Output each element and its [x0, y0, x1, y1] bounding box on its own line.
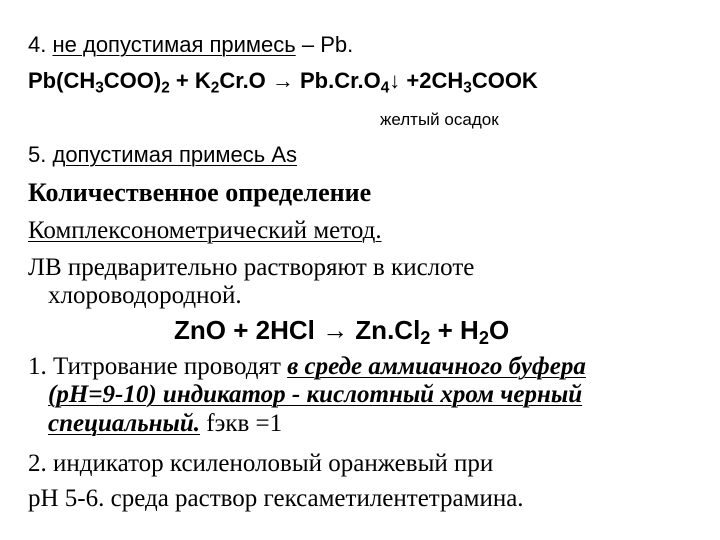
reaction-1-part: COO) — [103, 68, 162, 93]
reaction-1-part: Cr.O → Pb.Cr.O — [219, 68, 381, 93]
step-2-line-2: рН 5-6. среда раствор гексаметилентетрамина. — [28, 485, 524, 512]
reaction-1-part: COOK — [471, 68, 538, 93]
reaction-2-part: + H — [430, 315, 479, 345]
reaction-1-subscript: 3 — [463, 79, 472, 97]
method-title: Комплексонометрический метод. — [28, 217, 382, 244]
item-5-number: 5. — [28, 142, 47, 167]
item-4-number: 4. — [28, 32, 47, 57]
reaction-2-part: ZnO + 2HCl → Zn.Cl — [174, 315, 421, 345]
section-heading: Количественное определение — [28, 178, 372, 207]
item-5-underlined-text: допустимая примесь As — [52, 142, 298, 167]
reaction-2-subscript: 2 — [478, 328, 489, 349]
reaction-1-subscript: 2 — [161, 79, 170, 97]
reaction-1-subscript: 3 — [95, 79, 104, 97]
reaction-1-subscript: 4 — [380, 79, 390, 97]
dissolve-line-2: хлороводородной. — [48, 282, 242, 309]
step-1-lead: 1. Титрование проводят — [28, 353, 288, 380]
item-4-underlined-text: не допустимая примесь — [52, 32, 296, 57]
step-2-line-1: 2. индикатор ксиленоловый оранжевый при — [28, 450, 494, 477]
reaction-1-part: + K — [169, 68, 211, 93]
step-1-emphasis: в среде аммиачного буфера — [287, 353, 586, 380]
reaction-1-part: ↓ +2CH — [389, 68, 464, 93]
reaction-1-equation — [28, 68, 538, 97]
reaction-2-part: O — [488, 315, 510, 345]
item-5-line — [28, 144, 297, 166]
step-1-emphasis-end: специальный. — [48, 410, 201, 437]
item-4-line — [28, 34, 353, 56]
item-4-rest: – Pb. — [301, 32, 354, 57]
reaction-1-part: Pb(CH — [28, 68, 96, 93]
step-1-line-2: (рН=9-10) индикатор - кислотный хром черный — [48, 381, 583, 408]
reaction-2-equation — [174, 315, 510, 349]
precipitate-note: желтый осадок — [380, 110, 499, 129]
step-1-line-1 — [28, 354, 586, 379]
step-1-tail: fэкв =1 — [200, 410, 283, 437]
dissolve-line-1: ЛВ предварительно растворяют в кислоте — [28, 254, 475, 281]
reaction-2-subscript: 2 — [420, 328, 431, 349]
reaction-1-subscript: 2 — [210, 79, 220, 97]
step-1-line-3 — [48, 411, 282, 436]
